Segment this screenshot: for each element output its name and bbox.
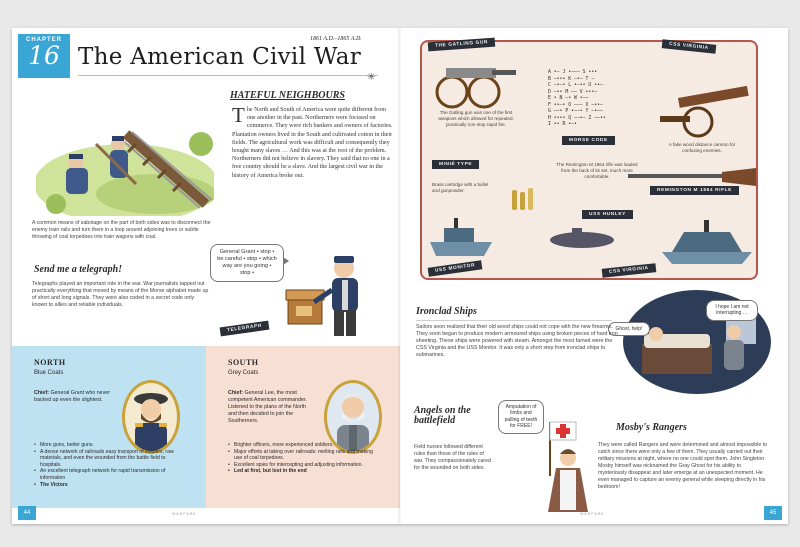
north-item: • An excellent telegraph network for rapid transmission of information [34,468,184,481]
south-chief-text: General Lee, the most competent American commander. Listened to the plans of the North and then decided to join the Southerners. [228,390,307,424]
south-chief [228,390,308,425]
morse-row: E • N –• W •–– [548,96,589,101]
telegraph-operator-illustration [284,250,384,346]
ironclad-divider [416,320,612,321]
right-page [400,28,788,524]
rail-sabotage-svg [36,104,214,216]
lee-portrait-inner [327,383,379,451]
remington-caption: The Remington M 1864 rifle was loaded from the back of its set, much more comfortable. [556,162,638,179]
telegraph-bubble-text: General Grant • stop • be careful • stop • which way are you going • stop • [217,249,277,276]
minie-bullets-drawing [512,188,533,210]
hunley-tag: USS HUNLEY [582,210,633,219]
book-spread [12,28,788,524]
mosby-heading: Mosby's Rangers [616,422,687,433]
chapter-label: CHAPTER [25,37,62,43]
north-chief-label: Chief: [34,390,50,396]
north-list [34,442,184,488]
north-item: • A dense network of railroads easy transport of soldiers, raw materials, and even the wounded from the battle field to hospitals. [34,449,184,469]
virginia-top-tag: CSS VIRGINIA [662,39,716,54]
left-page [12,28,400,524]
north-panel [12,346,206,508]
morse-tag: MORSE CODE [562,136,615,145]
telegraph-speech-bubble [210,244,284,282]
telegraph-operator-svg [284,250,384,346]
minie-tag: MINIÉ TYPE [432,160,479,169]
grant-portrait-svg [125,383,177,451]
morse-row: C –•–• L •–•• U ••– [548,83,603,88]
morse-row: D –•• M –– V •••– [548,89,598,95]
south-heading: SOUTH [228,358,259,367]
nurse-illustration [536,416,596,516]
south-subtitle: Grey Coats [228,370,259,376]
telegraph-heading: Send me a telegraph! [34,264,123,275]
ironclad-body: Sailors soon realized that their old wood ships could not cope with the new firearms. They soon began to produce modern armoured ships using broken pieces of hard iron sheeting. These ships were powered with steam. Amongst the most famed were the CSS Virginia and the USS Monitor. It was only a short step from ironclad ships to submarines. [416,324,618,358]
grant-portrait-inner [125,383,177,451]
telegraph-body: Telegraphs played an important role in the war. War journalists tapped out practically everything that moved by means of the Morse alphabet made up of short and long signals. They were also coded in a secret code only known to allies and reliable individuals. [32,281,209,308]
ironclad-ships-drawing [430,218,752,264]
era-dates: 1861 A.D.–1865 A.D. [310,36,362,42]
rail-sabotage-illustration [36,104,214,216]
morse-row: B –••• K –•– T – [548,76,595,82]
morse-row: A •– J •––– S ••• [548,70,598,75]
angels-heading: Angels on the battlefield [414,405,471,426]
remington-tag: REMINGTON M 1864 RIFLE [650,186,739,195]
nurse-svg [536,416,596,516]
gatling-caption: The Gatling gun was one of the first weapons which allowed for repeated, practically non-stop rapid fire. [438,110,514,127]
footer-label-right: WARFARE [580,512,605,516]
page-number-right: 45 [764,506,782,520]
north-chief-text: General Grant who never backed up even the slightest. [34,390,110,403]
south-item: • Brighter officers, more experienced soldiers. [228,442,378,449]
angels-body: Field nurses followed different rules than those of the rules of war. They compassionately cared for the wounded on both sides. [414,444,491,471]
morse-row: H •••• Q ––•– Z ––•• [548,115,606,121]
morse-table [548,70,606,129]
cannon-caption: A fake wood distance cannon for confusing enemies. [668,142,736,153]
amputation-bubble: Amputation of limbs and pulling of teeth for FREE! [498,400,544,434]
chapter-badge [18,34,70,78]
south-list [228,442,378,475]
minie-caption: Brass cartridge with a bullet and gunpowder. [432,182,489,193]
ghost-bubble: Ghost, help! [608,322,650,336]
morse-row: G ––• P •––• Y –•–– [548,109,603,114]
morse-row: F ••–• O ––– X –••– [548,102,603,108]
morse-row: I •• R •–• [548,122,577,127]
monitor-tag: USS MONITOR [428,260,483,276]
compass-star-icon: ✳ [367,72,376,83]
hateful-heading: HATEFUL NEIGHBOURS [230,90,345,101]
north-chief [34,390,116,404]
interrupting-bubble: I hope I am not interrupting … [706,300,758,321]
ironclad-heading: Ironclad Ships [416,306,477,317]
footer-label-left: WARFARE [172,512,197,516]
remington-rifle-drawing [628,168,756,186]
title-divider [78,75,378,76]
weapons-frame [420,40,758,280]
hateful-body: The North and South of America were quite different from one another in the past. Northerners were focused on commerce. They were rich bankers and owners of factories. Plantation owners lived in the South and cultivated cotton in their fields. The agricultural work was difficult and consequently they bought many slaves … And this was at the root of the problem. Northerners did not believe in slavery. They said that no one in a free country should be a slave. And the largest civil war in the history of America broke out. [232,103,393,179]
sabotage-caption: A common means of sabotage on the part of both sides was to disconnect the enemy train rails and turn them in a loop around adjoining trees or subtle throwing of coal torpedoes into train wagons with coal. [32,220,211,240]
south-chief-label: Chief: [228,390,244,396]
north-item: • More guns, better guns. [34,442,184,449]
gatling-gun-drawing [437,68,516,107]
south-panel [206,346,400,508]
mosby-body: They were called Rangers and were determined and almost impossible to catch since there were only a few of them. They usually carried out their military missions at night, where no one could spot them. John Singleton Mosby himself was nicknamed the Gray Ghost for his ability to mysteriously disappear and later emerge at an unexpected moment. He even managed to capture an enemy general while sleeping directly in his bedroom! [598,442,767,490]
north-heading: NORTH [34,358,66,367]
telegraph-tag: TELEGRAPH [220,321,270,337]
lee-portrait-svg [327,383,379,451]
page-title: The American Civil War [78,44,362,70]
chapter-number: 16 [28,41,60,70]
south-item: • Major efforts at taking over railroads: melting rails and making use of coal torpedoes. [228,449,378,462]
page-number-left: 44 [18,506,36,520]
wood-cannon-drawing [660,86,749,136]
south-item: • Excellent spies for intercepting and adjusting information. [228,462,378,469]
north-item: • The Victors [34,482,184,489]
north-subtitle: Blue Coats [34,370,64,376]
south-item: • Led at first, but lost in the end [228,468,378,475]
gatling-tag: THE GATLING GUN [428,38,496,52]
virginia-bottom-tag: CSS VIRGINIA [602,263,656,278]
